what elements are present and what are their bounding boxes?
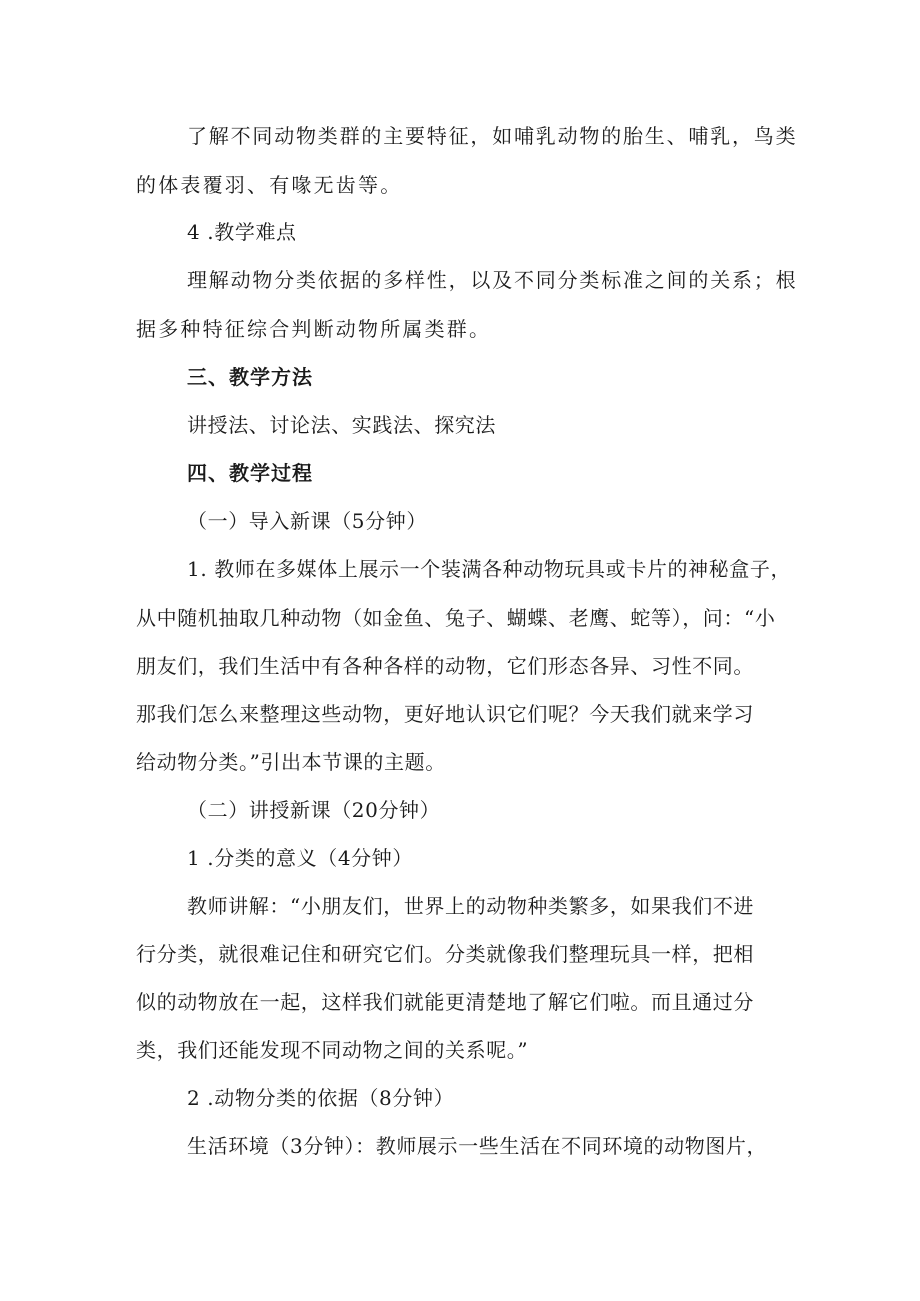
paragraph-line: 讲授法、讨论法、实践法、探究法 — [187, 413, 496, 437]
subsection-title: （二）讲授新课（20分钟） — [187, 798, 441, 822]
paragraph-line: 似的动物放在一起，这样我们就能更清楚地了解它们啦。而且通过分 — [136, 990, 754, 1014]
paragraph-line: 朋友们，我们生活中有各种各样的动物，它们形态各异、习性不同。 — [136, 654, 754, 678]
paragraph-line: 的体表覆羽、有喙无齿等。 — [136, 173, 403, 197]
section-heading: 四、教学过程 — [187, 461, 313, 485]
paragraph-line: 生活环境（3分钟）：教师展示一些生活在不同环境的动物图片， — [187, 1134, 768, 1158]
subsection-title: 4 .教学难点 — [187, 220, 297, 244]
paragraph-line: 给动物分类。”引出本节课的主题。 — [136, 750, 446, 774]
paragraph-line: 从中随机抽取几种动物（如金鱼、兔子、蝴蝶、老鹰、蛇等），问：“小 — [136, 606, 776, 630]
subsection-title: 2 .动物分类的依据（8分钟） — [187, 1086, 455, 1110]
paragraph-line: 类，我们还能发现不同动物之间的关系呢。” — [136, 1038, 529, 1062]
paragraph-line: 了解不同动物类群的主要特征，如哺乳动物的胎生、哺乳，鸟类 — [187, 124, 798, 148]
paragraph-line: 那我们怎么来整理这些动物，更好地认识它们呢？今天我们就来学习 — [136, 702, 754, 726]
section-heading: 三、教学方法 — [187, 365, 313, 389]
subsection-title: 1 .分类的意义（4分钟） — [187, 846, 413, 870]
paragraph-line: 行分类，就很难记住和研究它们。分类就像我们整理玩具一样，把相 — [136, 942, 754, 966]
paragraph-line: 理解动物分类依据的多样性，以及不同分类标准之间的关系；根 — [187, 268, 798, 292]
paragraph-line: 1. 教师在多媒体上展示一个装满各种动物玩具或卡片的神秘盒子， — [187, 557, 792, 581]
paragraph-line: 教师讲解：“小朋友们，世界上的动物种类繁多，如果我们不进 — [187, 894, 755, 918]
subsection-title: （一）导入新课（5分钟） — [187, 509, 427, 533]
paragraph-line: 据多种特征综合判断动物所属类群。 — [136, 317, 492, 341]
